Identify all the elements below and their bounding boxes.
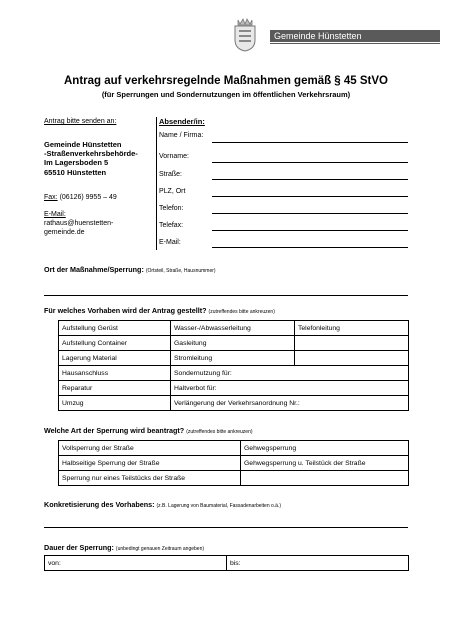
project-label: Für welches Vorhaben wird der Antrag gestellt? <box>44 306 207 315</box>
option-empty-cell[interactable] <box>241 471 409 486</box>
firstname-input-line[interactable] <box>212 162 408 163</box>
duration-hint: (unbedingt genauen Zeitraum angeben) <box>115 546 205 552</box>
municipality-header: Gemeinde Hünstetten <box>270 30 440 42</box>
option-water-sewer[interactable]: Wasser-/Abwasserleitung <box>171 321 295 336</box>
header-underline <box>270 43 440 44</box>
option-full-closure[interactable]: Vollsperrung der Straße <box>59 441 241 456</box>
field-label-email: E-Mail: <box>159 239 181 246</box>
field-label-name: Name / Firma: <box>159 132 204 139</box>
option-half-closure[interactable]: Halbseitige Sperrung der Straße <box>59 456 241 471</box>
option-house-connection[interactable]: Hausanschluss <box>59 366 171 381</box>
duration-label: Dauer der Sperrung: <box>44 543 114 552</box>
email-input-line[interactable] <box>212 247 408 248</box>
location-section <box>44 265 216 274</box>
email-label: E-Mail: <box>44 211 66 218</box>
field-label-street: Straße: <box>159 171 182 178</box>
table-row <box>59 336 409 351</box>
option-sidewalk-and-road-closure[interactable]: Gehwegsperrung u. Teilstück der Straße <box>241 456 409 471</box>
project-table <box>58 320 409 411</box>
fax-line <box>44 193 117 202</box>
closure-section <box>44 426 253 435</box>
send-to-label: Antrag bitte senden an: <box>44 118 117 125</box>
duration-to-field[interactable] <box>227 556 409 571</box>
option-empty-cell[interactable] <box>295 351 409 366</box>
table-row <box>59 456 409 471</box>
recipient-address <box>44 140 138 177</box>
name-input-line[interactable] <box>212 142 408 143</box>
table-row <box>59 396 409 411</box>
table-row <box>59 366 409 381</box>
table-row <box>45 556 409 571</box>
closure-table <box>58 440 409 486</box>
fax-label: Fax: <box>44 194 58 201</box>
project-section <box>44 306 275 315</box>
field-label-phone: Telefon: <box>159 205 184 212</box>
form-subtitle: (für Sperrungen und Sondernutzungen im öffentlichen Verkehrsraum) <box>101 90 351 99</box>
table-row <box>59 321 409 336</box>
duration-section <box>44 543 204 552</box>
specification-label: Konkretisierung des Vorhabens: <box>44 500 155 509</box>
sender-label: Absender/in: <box>159 117 205 126</box>
location-label: Ort der Maßnahme/Sperrung: <box>44 265 144 274</box>
email-value-line2[interactable]: gemeinde.de <box>44 229 85 236</box>
duration-to-label: bis: <box>230 559 241 567</box>
municipality-crest-icon <box>232 16 258 52</box>
sender-divider <box>156 117 157 250</box>
table-row <box>59 441 409 456</box>
option-moving[interactable]: Umzug <box>59 396 171 411</box>
email-value-line1[interactable]: rathaus@huenstetten- <box>44 220 114 227</box>
field-label-city: PLZ, Ort <box>159 188 186 195</box>
duration-from-label: von: <box>48 559 61 567</box>
specification-section <box>44 500 281 509</box>
location-input-line[interactable] <box>44 295 408 296</box>
city-input-line[interactable] <box>212 196 408 197</box>
option-sidewalk-closure[interactable]: Gehwegsperrung <box>241 441 409 456</box>
address-line: -Straßenverkehrsbehörde- <box>44 149 138 159</box>
closure-hint: (zutreffendes bitte ankreuzen) <box>186 429 253 435</box>
location-hint: (Ortsteil, Straße, Hausnummer) <box>145 268 216 274</box>
option-special-use[interactable]: Sondernutzung für: <box>171 366 409 381</box>
email-block <box>44 210 113 237</box>
option-gas-line[interactable]: Gasleitung <box>171 336 295 351</box>
option-material-storage[interactable]: Lagerung Material <box>59 351 171 366</box>
form-title: Antrag auf verkehrsregelnde Maßnahmen gemäß § 45 StVO <box>63 75 389 87</box>
duration-table <box>44 555 409 571</box>
project-hint: (zutreffendes bitte ankreuzen) <box>208 309 275 315</box>
phone-input-line[interactable] <box>212 213 408 214</box>
address-line: Gemeinde Hünstetten <box>44 140 122 149</box>
fax-value: (06126) 9955 – 49 <box>59 194 117 201</box>
fax-input-line[interactable] <box>212 230 408 231</box>
closure-label: Welche Art der Sperrung wird beantragt? <box>44 426 185 435</box>
option-no-stopping[interactable]: Haltverbot für: <box>171 381 409 396</box>
specification-input-line[interactable] <box>44 527 408 528</box>
table-row <box>59 471 409 486</box>
street-input-line[interactable] <box>212 179 408 180</box>
table-row <box>59 351 409 366</box>
option-phone-line[interactable]: Telefonleitung <box>295 321 409 336</box>
duration-from-field[interactable] <box>45 556 227 571</box>
option-scaffolding[interactable]: Aufstellung Gerüst <box>59 321 171 336</box>
specification-hint: (z.B. Lagerung von Baumaterial, Fassadenarbeiten o.ä.) <box>156 503 282 509</box>
field-label-fax: Telefax: <box>159 222 184 229</box>
table-row <box>59 381 409 396</box>
option-extension-order[interactable]: Verlängerung der Verkehrsanordnung Nr.: <box>171 396 409 411</box>
option-power-line[interactable]: Stromleitung <box>171 351 295 366</box>
option-repair[interactable]: Reparatur <box>59 381 171 396</box>
option-empty-cell[interactable] <box>295 336 409 351</box>
option-partial-road-closure[interactable]: Sperrung nur eines Teilstücks der Straße <box>59 471 241 486</box>
option-container[interactable]: Aufstellung Container <box>59 336 171 351</box>
address-line: Im Lagersboden 5 <box>44 158 109 168</box>
field-label-firstname: Vorname: <box>159 153 189 160</box>
address-line: 65510 Hünstetten <box>44 167 107 177</box>
